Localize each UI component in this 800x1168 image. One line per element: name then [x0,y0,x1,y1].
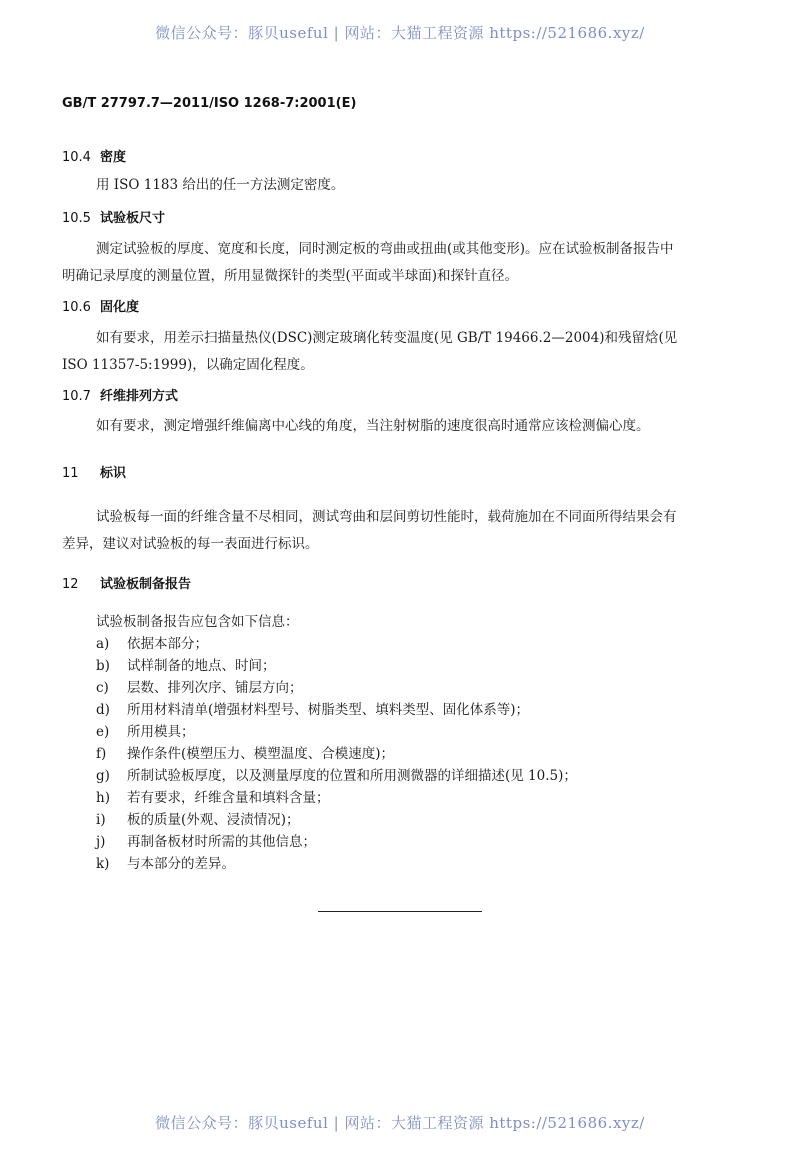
list-item-text: 操作条件(模塑压力、模塑温度、合模速度)； [127,746,395,762]
paragraph-line: ISO 11357-5:1999)，以确定固化程度。 [62,357,314,373]
list-item [96,787,577,809]
list-item [96,699,577,721]
list-item-label: k) [96,856,110,872]
section-number: 10.5 [62,211,91,226]
list-item-label: g) [96,768,110,784]
list-item-text: 依据本部分； [127,636,208,652]
paragraph-10-5 [62,236,732,290]
paragraph-10-4 [62,172,732,199]
paragraph-10-6 [62,325,732,379]
list-item-label: c) [96,680,109,696]
report-items-list [96,611,577,875]
paragraph-line: 用 ISO 1183 给出的任一方法测定密度。 [96,177,345,193]
section-title: 固化度 [100,300,140,315]
list-item-text: 再制备板材时所需的其他信息； [127,834,316,850]
list-item [96,831,577,853]
list-item [96,853,577,875]
paragraph-line: 试验板每一面的纤维含量不尽相同，测试弯曲和层间剪切性能时，载荷施加在不同面所得结果会有 [96,509,677,525]
list-item-text: 试样制备的地点、时间； [127,658,276,674]
list-item-label: j) [96,834,106,850]
paragraph-line: 如有要求，测定增强纤维偏离中心线的角度，当注射树脂的速度很高时通常应该检测偏心度。 [96,418,650,434]
section-title: 纤维排列方式 [100,389,179,404]
section-heading-10-5 [62,207,165,226]
paragraph-11 [62,504,732,558]
list-intro: 试验板制备报告应包含如下信息： [96,614,299,630]
section-heading-10-6 [62,296,139,315]
section-heading-10-4 [62,146,126,165]
list-item-label: i) [96,812,106,828]
document-header: GB/T 27797.7—2011/ISO 1268-7:2001(E) [62,96,357,111]
section-title: 标识 [100,466,127,481]
section-number: 12 [62,577,79,592]
watermark-top: 微信公众号：豚贝useful | 网站：大猫工程资源 https://521686.xyz/ [155,24,645,42]
section-number: 10.7 [62,389,91,404]
paragraph-line: 测定试验板的厚度、宽度和长度，同时测定板的弯曲或扭曲(或其他变形)。应在试验板制备报告中 [96,241,674,257]
paragraph-line: 明确记录厚度的测量位置，所用显微探针的类型(平面或半球面)和探针直径。 [62,268,519,284]
list-item-text: 所用模具； [127,724,195,740]
list-item-label: e) [96,724,110,740]
list-item-label: a) [96,636,110,652]
list-item-label: d) [96,702,110,718]
watermark-bottom: 微信公众号：豚贝useful | 网站：大猫工程资源 https://521686.xyz/ [155,1114,645,1132]
section-number: 10.4 [62,150,91,165]
list-item [96,633,577,655]
section-title: 试验板制备报告 [100,577,192,592]
paragraph-line: 差异，建议对试验板的每一表面进行标识。 [62,536,319,552]
list-item [96,743,577,765]
list-item-label: f) [96,746,107,762]
section-heading-11 [62,462,126,481]
paragraph-line: 如有要求，用差示扫描量热仪(DSC)测定玻璃化转变温度(见 GB/T 19466.2—2004)和残留焓(见 [96,330,678,346]
list-item-text: 层数、排列次序、铺层方向； [127,680,303,696]
section-heading-12 [62,573,191,592]
list-item-text: 若有要求，纤维含量和填料含量； [127,790,330,806]
list-item-text: 所制试验板厚度，以及测量厚度的位置和所用测微器的详细描述(见 10.5)； [127,768,577,784]
list-item [96,765,577,787]
section-number: 11 [62,466,79,481]
section-title: 试验板尺寸 [100,211,166,226]
end-of-document-rule [318,911,482,912]
list-item [96,721,577,743]
list-item-text: 板的质量(外观、浸渍情况)； [127,812,300,828]
section-title: 密度 [100,150,127,165]
list-item-text: 所用材料清单(增强材料型号、树脂类型、填料类型、固化体系等)； [127,702,530,718]
paragraph-10-7 [62,413,732,440]
list-item [96,809,577,831]
list-item-label: b) [96,658,110,674]
section-number: 10.6 [62,300,91,315]
section-heading-10-7 [62,385,178,404]
list-item [96,677,577,699]
list-item-text: 与本部分的差异。 [127,856,235,872]
list-item [96,655,577,677]
list-item-label: h) [96,790,110,806]
